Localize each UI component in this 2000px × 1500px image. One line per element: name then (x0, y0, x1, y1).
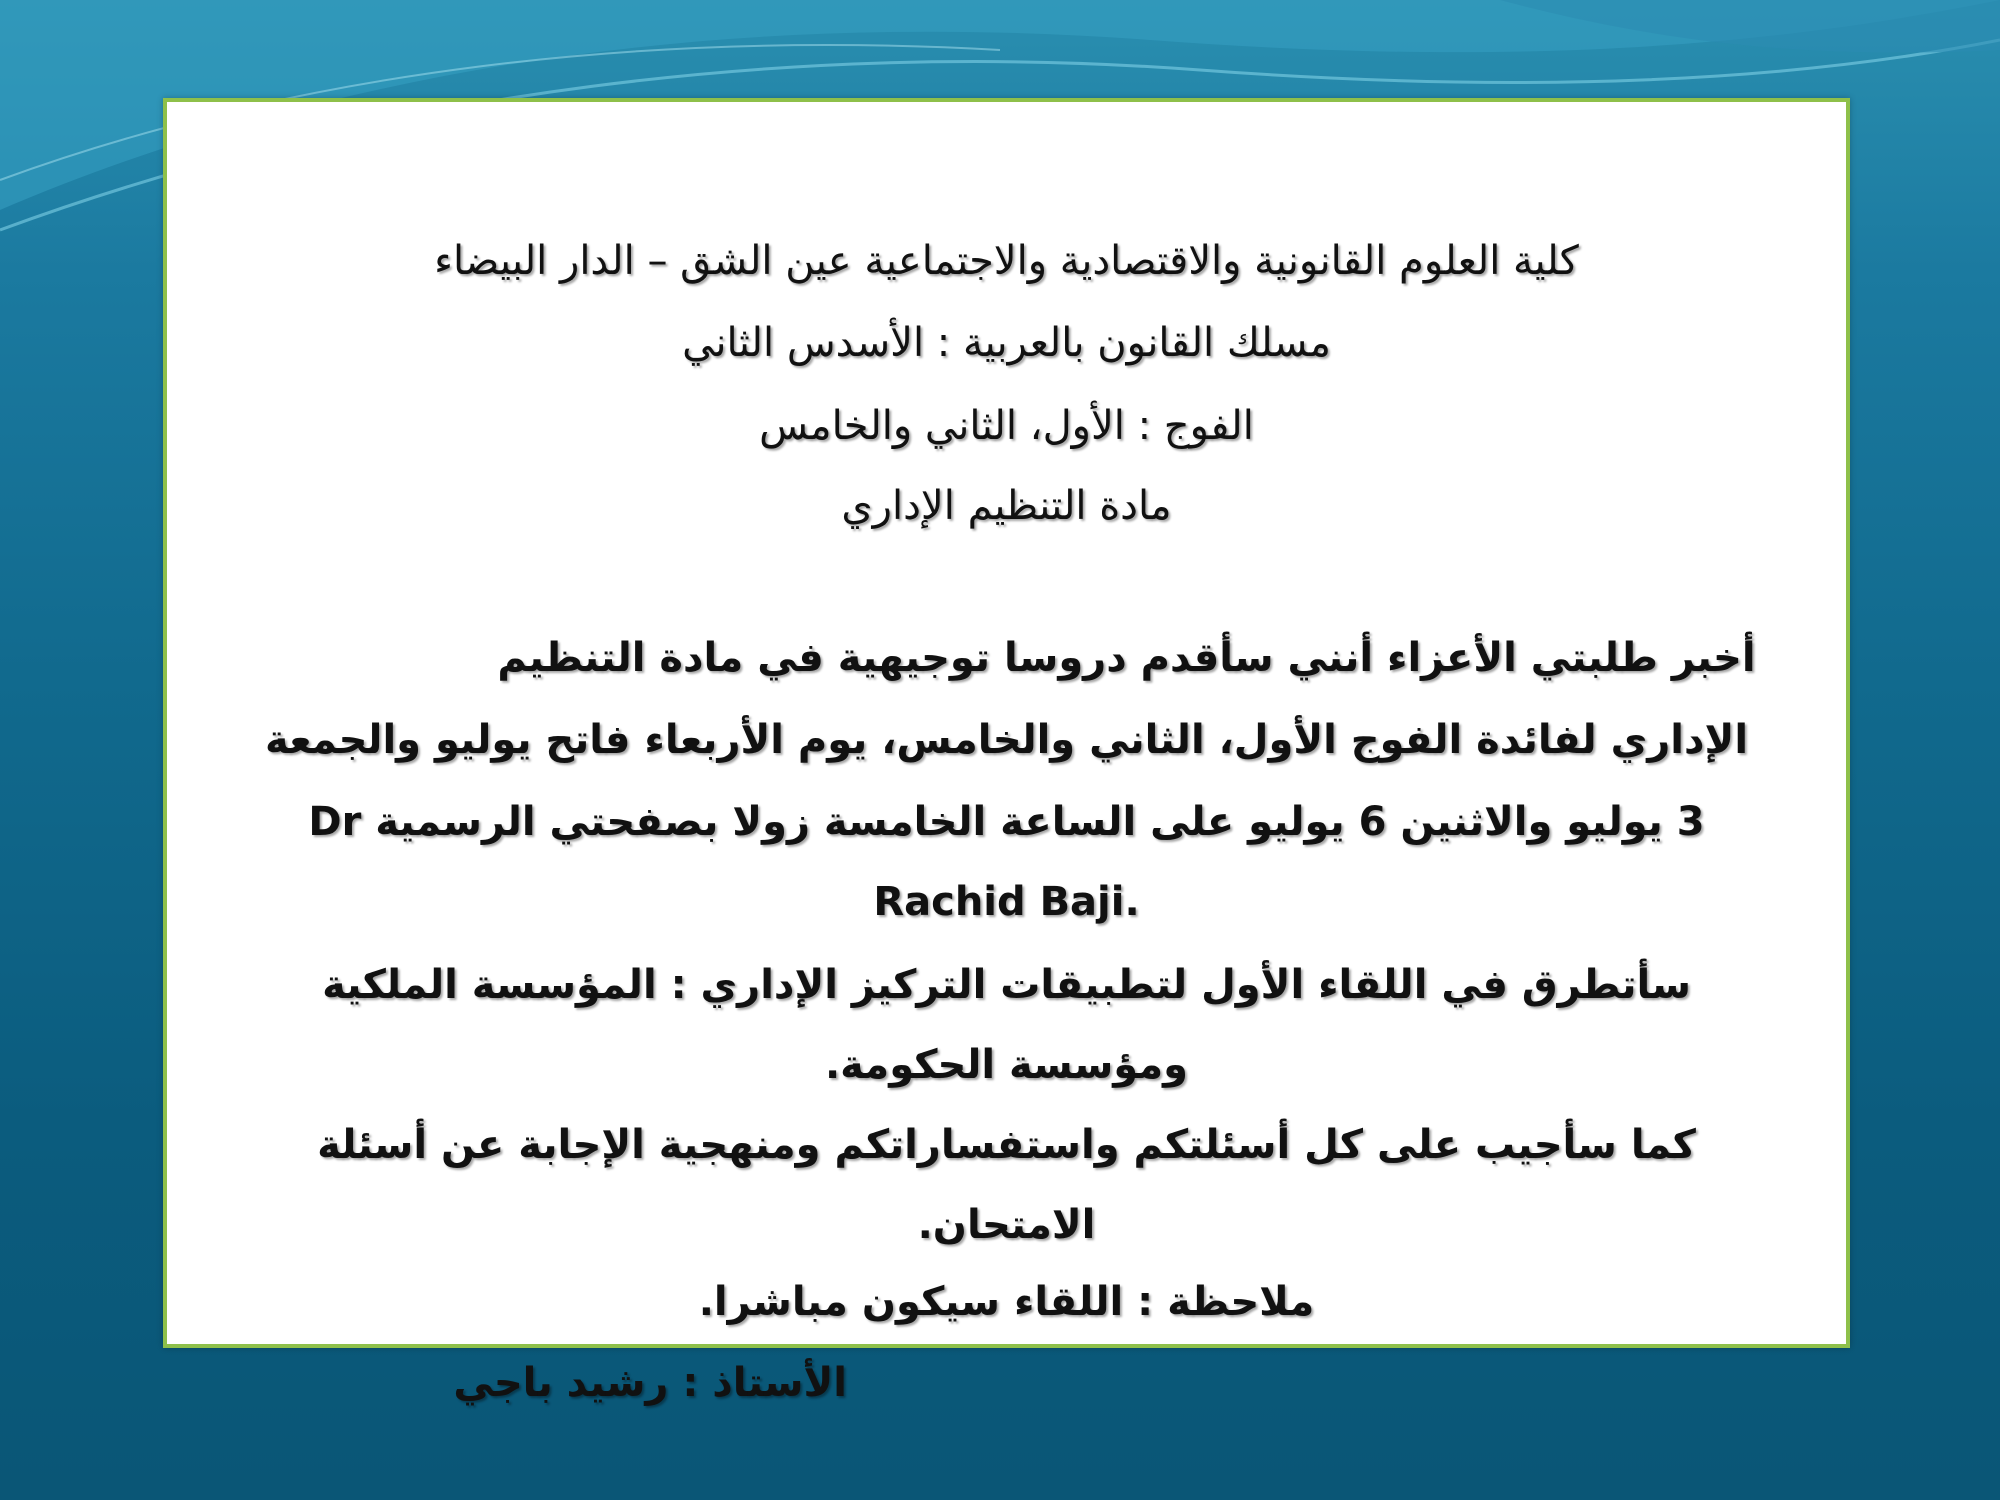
program-semester: مسلك القانون بالعربية : الأسدس الثاني (682, 320, 1331, 366)
announcement-line-6: ومؤسسة الحكومة. (824, 1042, 1189, 1088)
course-name: مادة التنظيم الإداري (841, 483, 1172, 529)
announcement-card (163, 98, 1850, 1406)
faculty-name: كلية العلوم القانونية والاقتصادية والاجتماعية عين الشق – الدار البيضاء (434, 238, 1579, 284)
groups: الفوج : الأول، الثاني والخامس (759, 403, 1254, 449)
announcement-note: ملاحظة : اللقاء سيكون مباشرا. (698, 1279, 1315, 1325)
announcement-line-7: كما سأجيب على كل أسئلتكم واستفساراتكم ومنهجية الإجابة عن أسئلة (317, 1122, 1696, 1168)
announcement-line-3: 3 يوليو والاثنين 6 يوليو على الساعة الخامسة زولا بصفحتي الرسمية Dr (308, 799, 1705, 845)
announcement-line-5: سأتطرق في اللقاء الأول لتطبيقات التركيز الإداري : المؤسسة الملكية (322, 962, 1691, 1008)
announcement-line-8: الامتحان. (917, 1202, 1096, 1248)
announcement-content (167, 102, 1846, 1406)
announcement-line-4: .Rachid Baji (873, 879, 1140, 925)
announcement-line-1: أخبر طلبتي الأعزاء أنني سأقدم دروسا توجيهية في مادة التنظيم (497, 635, 1756, 681)
professor-signature: الأستاذ : رشيد باجي (453, 1360, 847, 1406)
announcement-line-2: الإداري لفائدة الفوج الأول، الثاني والخامس، يوم الأربعاء فاتح يوليو والجمعة (264, 717, 1749, 763)
